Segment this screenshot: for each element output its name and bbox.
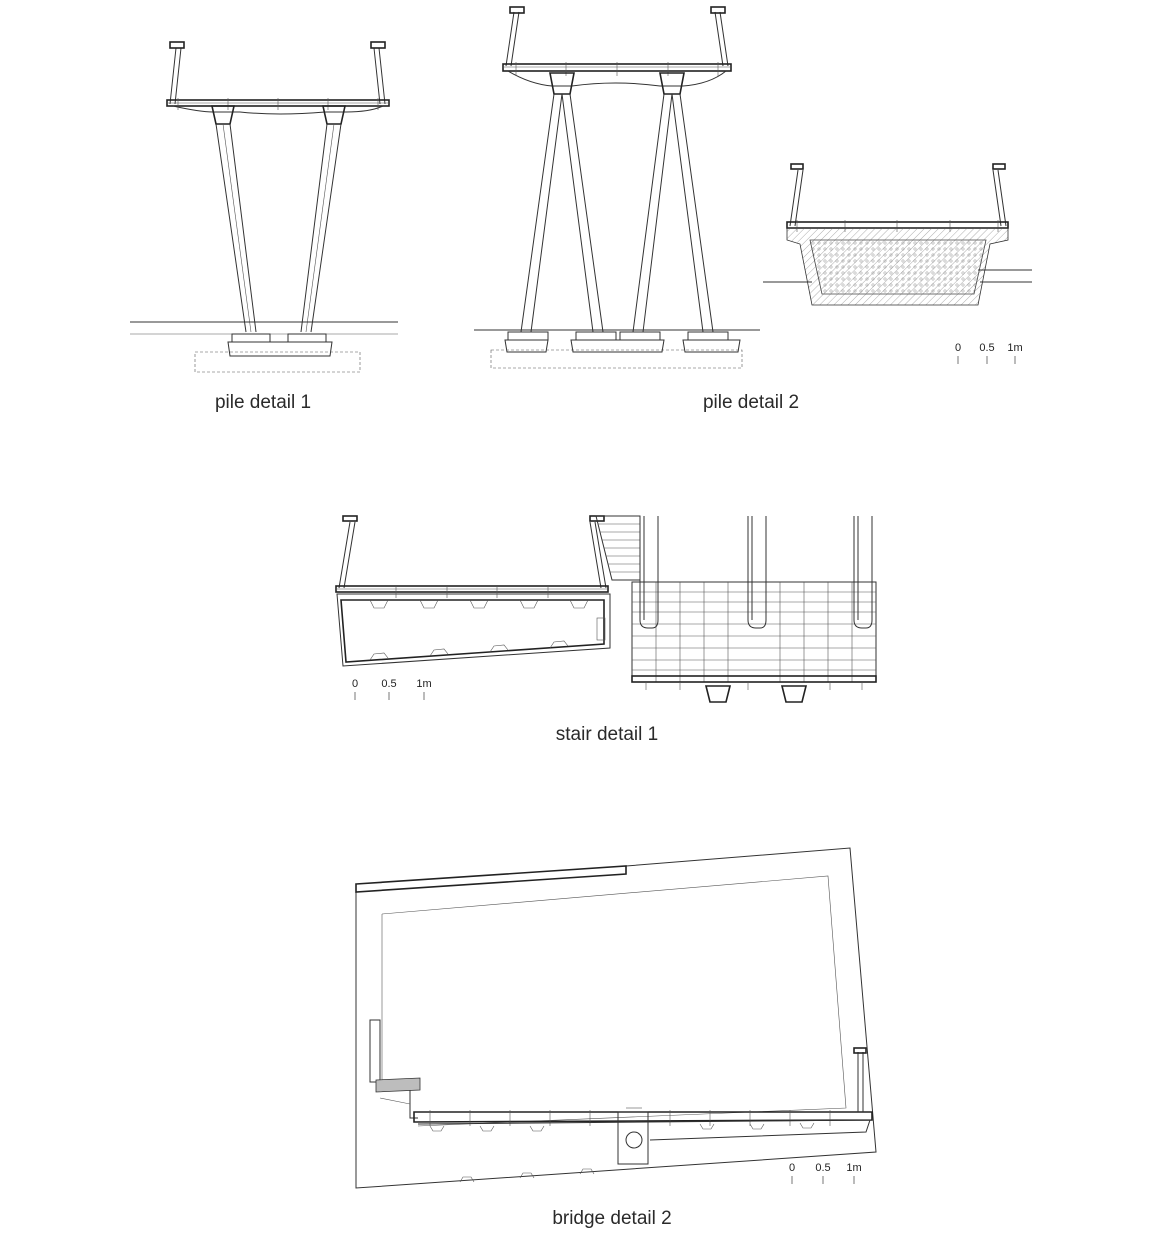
scale-label-zero: 0	[788, 1162, 796, 1174]
scale-label-full: 1m	[416, 678, 432, 690]
scale-ticks	[0, 678, 1160, 708]
scale-ticks	[0, 342, 1160, 372]
caption-pile-detail-2: pile detail 2	[702, 392, 800, 413]
scale-ticks	[0, 1162, 1160, 1192]
scale-label-half: 0.5	[979, 342, 995, 354]
scale-bar-1	[0, 342, 1160, 372]
stair-detail-1-drawing	[336, 516, 876, 702]
scale-bar-3	[0, 1162, 1160, 1192]
scale-label-full: 1m	[846, 1162, 862, 1174]
deck-section-drawing	[763, 164, 1032, 305]
scale-label-half: 0.5	[815, 1162, 831, 1174]
scale-label-zero: 0	[954, 342, 962, 354]
caption-stair-detail-1: stair detail 1	[555, 724, 659, 745]
scale-bar-2	[0, 678, 1160, 708]
pile-detail-2-drawing	[474, 7, 760, 368]
scale-label-full: 1m	[1007, 342, 1023, 354]
scale-label-half: 0.5	[381, 678, 397, 690]
bridge-detail-2-drawing	[356, 848, 876, 1188]
scale-label-zero: 0	[351, 678, 359, 690]
caption-pile-detail-1: pile detail 1	[214, 392, 312, 413]
pile-detail-1-drawing	[130, 42, 398, 372]
caption-bridge-detail-2: bridge detail 2	[552, 1208, 672, 1229]
